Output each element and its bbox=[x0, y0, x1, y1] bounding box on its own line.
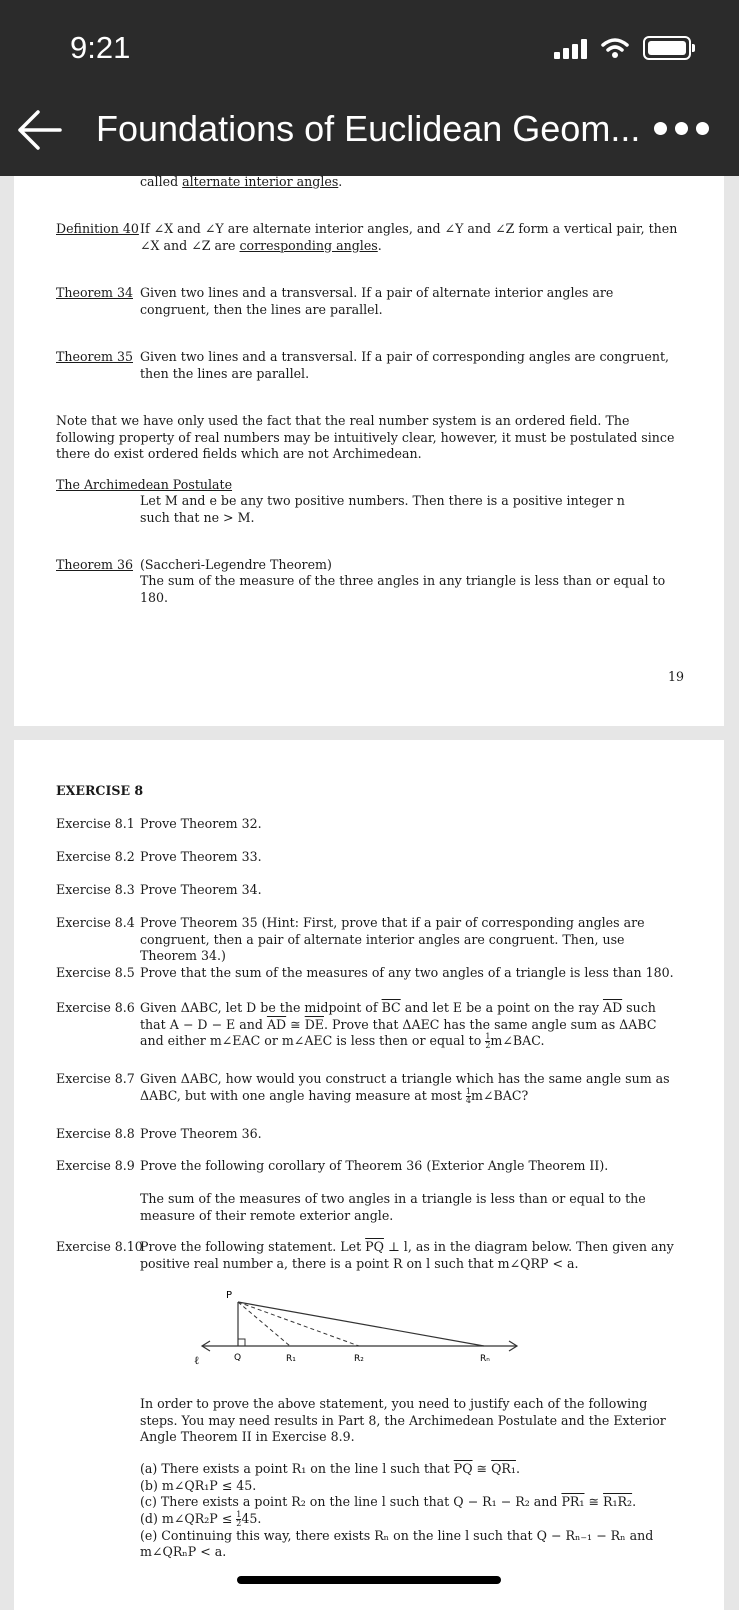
wifi-icon bbox=[601, 37, 629, 59]
label-p: P bbox=[226, 1290, 233, 1301]
exercise-text: Prove the following corollary of Theorem 36 (Exterior Angle Theorem II). bbox=[140, 1158, 609, 1173]
exercise-text: Prove Theorem 32. bbox=[140, 816, 262, 831]
exercise-text: Prove Theorem 35 (Hint: First, prove that if a pair of corresponding angles are congruent, then a pair of alternate interior angles are congruent. Then, use Theorem 34.) bbox=[140, 915, 645, 963]
exercise-label: Exercise 8.7 bbox=[56, 1071, 135, 1086]
exercise-text: Prove Theorem 34. bbox=[140, 882, 262, 897]
theorem-35-label: Theorem 35 bbox=[56, 349, 133, 364]
pdf-page-19 bbox=[14, 176, 724, 726]
exercise-label: Exercise 8.9 bbox=[56, 1158, 135, 1173]
fraction-one-half: $\frac{1}{2}$ bbox=[485, 1032, 491, 1050]
label-r2: R₂ bbox=[354, 1354, 364, 1364]
app-header bbox=[0, 0, 739, 176]
document-title: Foundations of Euclidean Geom... bbox=[96, 108, 641, 149]
label-l: ℓ bbox=[194, 1354, 200, 1367]
archimedean-text: Let M and e be any two positive numbers. Then there is a positive integer n such that ne > M. bbox=[140, 493, 625, 525]
note-paragraph: Note that we have only used the fact that the real number system is an ordered field. The following property of real numbers may be intuitively clear, however, it must be postulated since there do exist ordered fields which are not Archimedean. bbox=[56, 413, 675, 461]
label-q: Q bbox=[234, 1353, 242, 1363]
exercise-label: Exercise 8.4 bbox=[56, 915, 135, 930]
continued-text: called alternate interior angles. bbox=[140, 174, 343, 189]
definition-40-text: If ∠X and ∠Y are alternate interior angles, and ∠Y and ∠Z form a vertical pair, then ∠X and ∠Z are corresponding angles. bbox=[140, 221, 678, 253]
exercise-label: Exercise 8.10 bbox=[56, 1239, 143, 1254]
label-r1: R₁ bbox=[286, 1354, 296, 1364]
pdf-page-20 bbox=[14, 740, 724, 1610]
exercise-8-6-text: Given ΔABC, let D be the midpoint of $\overline{BC}$ and let E be a point on the ray $\overline{AD}$ such that A − D − E and $\overline{AD}$ ≅ $\overline{DE}$. Prove that ΔAEC has the same angle sum as ΔABC and either m∠EAC or m∠AEC is less then or equal to $\frac{1}{2}$ m∠BAC. bbox=[140, 1000, 657, 1050]
fraction-one-half: $\frac{1}{2}$ bbox=[236, 1509, 242, 1528]
signal-icon bbox=[554, 37, 587, 59]
exercise-text: Prove Theorem 36. bbox=[140, 1126, 262, 1141]
exercise-8-10-text: Prove the following statement. Let $\overline{PQ}$ ⊥ l, as in the diagram below. Then given any positive real number a, there is a point R on l such that m∠QRP < a. bbox=[140, 1239, 674, 1271]
page-number: 19 bbox=[667, 669, 684, 684]
exercise-label: Exercise 8.8 bbox=[56, 1126, 135, 1141]
exercise-heading: EXERCISE 8 bbox=[56, 783, 144, 798]
more-options-icon[interactable] bbox=[654, 122, 709, 135]
definition-40-label: Definition 40 bbox=[56, 221, 139, 236]
exercise-label: Exercise 8.1 bbox=[56, 816, 135, 831]
exercise-label: Exercise 8.3 bbox=[56, 882, 135, 897]
theorem-34-label: Theorem 34 bbox=[56, 285, 133, 300]
corollary-quote: The sum of the measures of two angles in a triangle is less than or equal to the measure of their remote exterior angle. bbox=[140, 1191, 646, 1223]
theorem-36-text: The sum of the measure of the three angles in any triangle is less than or equal to 180. bbox=[140, 573, 666, 605]
archimedean-title: The Archimedean Postulate bbox=[56, 477, 233, 492]
perpendicular-diagram bbox=[182, 1282, 542, 1382]
fraction-one-quarter: $\frac{1}{4}$ bbox=[465, 1086, 472, 1105]
theorem-34-text: Given two lines and a transversal. If a pair of alternate interior angles are congruent, then the lines are parallel. bbox=[140, 285, 614, 317]
status-time: 9:21 bbox=[70, 30, 131, 65]
exercise-label: Exercise 8.5 bbox=[56, 965, 135, 980]
back-arrow-icon[interactable] bbox=[14, 108, 64, 152]
status-icons bbox=[554, 36, 691, 60]
exercise-label: Exercise 8.2 bbox=[56, 849, 135, 864]
exercise-8-7-text: Given ΔABC, how would you construct a triangle which has the same angle sum as ΔABC, but with one angle having measure at most $\frac{1}{4}$ m∠BAC? bbox=[140, 1071, 670, 1105]
battery-icon bbox=[643, 36, 691, 60]
label-rn: Rₙ bbox=[480, 1354, 490, 1364]
home-indicator[interactable] bbox=[237, 1576, 501, 1584]
proof-steps: (a) There exists a point R₁ on the line l such that $\overline{PQ}$ ≅ QR₁. (b) m∠QR₁P ≤ 45. (c) There exists a point R₂ on the line l such that Q − R₁ − R₂ and PR₁ ≅ R₁R₂. (d) m∠QR₂P ≤ $\frac{1}{2}$ 45. (e) Continuing this way, there exists Rₙ on the line l such that Q − Rₙ₋₁ − Rₙ and m∠QRₙP < a. bbox=[140, 1461, 654, 1559]
theorem-35-text: Given two lines and a transversal. If a pair of corresponding angles are congruent, then the lines are parallel. bbox=[140, 349, 670, 381]
exercise-label: Exercise 8.6 bbox=[56, 1000, 135, 1015]
exercise-text: Prove that the sum of the measures of any two angles of a triangle is less than 180. bbox=[140, 965, 674, 980]
steps-intro: In order to prove the above statement, you need to justify each of the following steps. You may need results in Part 8, the Archimedean Postulate and the Exterior Angle Theorem II in Exercise 8.9. bbox=[140, 1396, 666, 1444]
theorem-36-name: (Saccheri-Legendre Theorem) bbox=[140, 557, 332, 572]
exercise-text: Prove Theorem 33. bbox=[140, 849, 262, 864]
theorem-36-label: Theorem 36 bbox=[56, 557, 133, 572]
